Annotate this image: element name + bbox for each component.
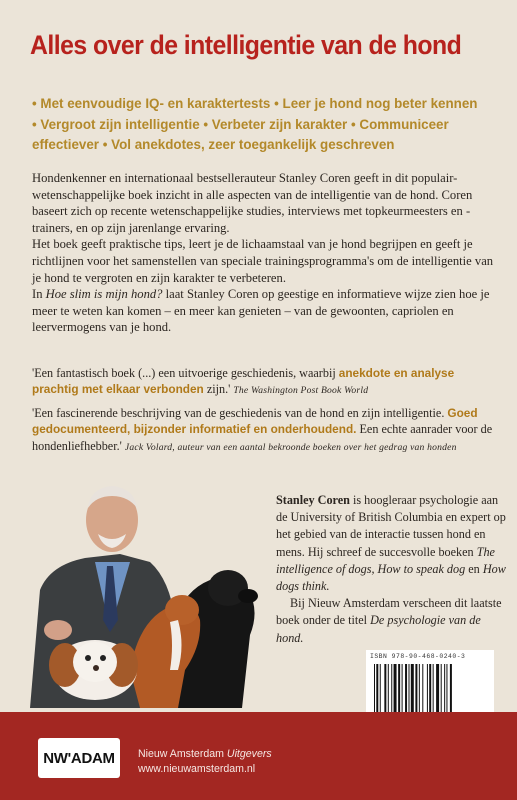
book-title-inline: Hoe slim is mijn hond? — [45, 287, 163, 302]
back-cover-title: Alles over de intelligentie van de hond — [30, 30, 462, 60]
quote-text: 'Een fantastisch boek (...) een uitvoerige geschiedenis, waarbij — [32, 366, 339, 380]
bio-paragraph — [276, 595, 506, 647]
bullet-text: Met eenvoudige IQ- en karaktertests — [40, 96, 271, 111]
publisher-name: Nieuw Amsterdam — [138, 748, 224, 760]
bullet-text: Leer je hond nog beter kennen — [282, 96, 478, 111]
author-bio — [276, 492, 506, 647]
publisher-suffix: Uitgevers — [226, 748, 272, 760]
isbn-label: ISBN 978-90-468-0240-3 — [370, 653, 466, 660]
publisher-logo: NW'ADAM — [38, 738, 120, 778]
review-quote — [32, 405, 502, 456]
bullet-text: Verbeter zijn karakter — [211, 116, 348, 132]
quote-text: zijn.' — [203, 382, 231, 397]
feature-bullets — [32, 94, 497, 156]
bullet-text: Vol anekdotes, zeer toegankelijk geschreven — [111, 137, 395, 152]
author-with-dogs-photo — [10, 470, 270, 710]
bio-paragraph — [276, 492, 506, 595]
bullet-icon: • — [274, 96, 283, 111]
bio-text: Bij Nieuw Amsterdam verscheen dit laatste boek onder de titel — [276, 596, 502, 628]
blurb-paragraph — [32, 286, 502, 336]
quote-text: 'Een fascinerende beschrijving van de geschiedenis van de hond en zijn intelligentie. — [32, 406, 448, 420]
book-title-inline: De psychologie van de hond. — [276, 613, 481, 645]
bullet-icon: • — [32, 96, 41, 111]
blurb-text: laat Stanley Coren op geestige en informatieve wijze zien hoe je meer te weten kan komen – en meer kan genieten – van de gewoonten, capriolen en leervermogens van je hond. — [32, 287, 490, 335]
book-title-inline: How dogs think. — [276, 561, 506, 594]
blurb-paragraph: Het boek geeft praktische tips, leert je de lichaamstaal van je hond begrijpen en geeft je richtlijnen voor het samenstellen van speciale trainingsprogramma's om de intelligentie van je hond te vergroten en zijn karakter te verbeteren. — [32, 237, 494, 285]
bullet-icon: • — [32, 116, 41, 132]
review-quote — [32, 365, 502, 400]
quote-source: The Washington Post Book World — [233, 385, 369, 397]
quote-highlight: Goed gedocumenteerd, bijzonder informatief en onderhoudend. — [32, 406, 478, 437]
publisher-url: www.nieuwamsterdam.nl — [138, 763, 256, 775]
blurb — [32, 170, 502, 336]
bio-text: en — [465, 561, 483, 576]
quote-highlight: anekdote en analyse prachtig met elkaar verbonden — [32, 366, 455, 397]
bio-text: is hoogleraar psychologie aan de University of British Columbia en expert op het gebied van de interactie tussen hond en mens. Hij schreef de succesvolle boeken — [276, 493, 506, 559]
bullet-icon: • — [102, 137, 112, 152]
bullet-text: Vergroot zijn intelligentie — [40, 116, 200, 132]
blurb-paragraph: Hondenkenner en internationaal bestsellerauteur Stanley Coren geeft in dit populair-wetenschappelijke boek inzicht in alle aspecten van de intelligentie van de hond. Coren baseert zich op recente wetenschappelijke studies, interviews met topkeurmeesters en -trainers, en op zijn jarenlange ervaring. — [32, 171, 473, 235]
bullet-text: Communiceer effectiever — [32, 116, 449, 152]
publisher-info — [138, 747, 272, 777]
blurb-text: In — [32, 287, 46, 302]
author-name: Stanley Coren — [276, 493, 350, 507]
bullet-icon: • — [351, 116, 360, 132]
quote-text: Een echte aanrader voor de hondenliefhebber.' — [32, 422, 493, 453]
bullet-icon: • — [203, 116, 212, 132]
quote-source: Jack Volard, auteur van een aantal bekroonde boeken over het gedrag van honden — [124, 441, 457, 453]
book-title-inline: The intelligence of dogs, How to speak dog — [276, 544, 495, 576]
